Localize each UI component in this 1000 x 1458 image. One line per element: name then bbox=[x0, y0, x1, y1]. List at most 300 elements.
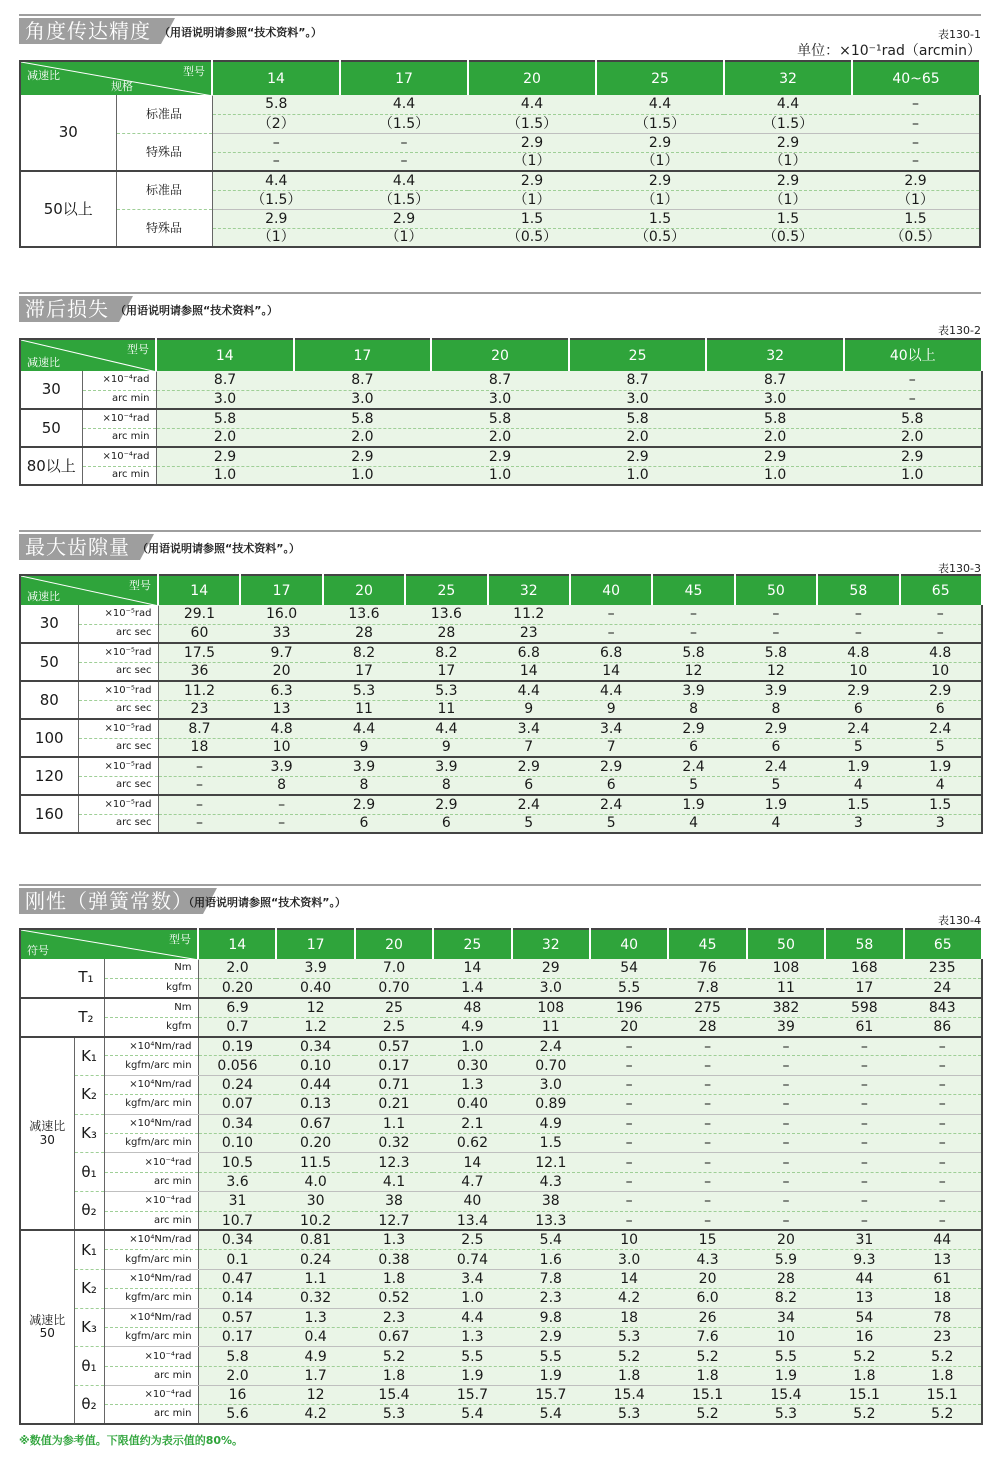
model-header: 32 bbox=[706, 339, 844, 371]
value-cell: 0.20 bbox=[276, 1134, 354, 1153]
value-cell: – bbox=[340, 133, 468, 152]
corner-model-label: 型号 bbox=[169, 933, 192, 946]
value-cell: 8 bbox=[735, 700, 817, 719]
unit-cell: ×10⁻⁵rad bbox=[78, 795, 158, 814]
value-cell: 24 bbox=[904, 978, 982, 997]
value-cell: （0.5） bbox=[596, 228, 724, 247]
ratio-group-label: 减速比 bbox=[29, 1119, 66, 1134]
value-cell: – bbox=[590, 1172, 668, 1191]
value-cell: 34 bbox=[747, 1308, 825, 1327]
model-header: 14 bbox=[156, 339, 294, 371]
value-cell: 13 bbox=[240, 700, 322, 719]
value-cell: 4.9 bbox=[433, 1017, 511, 1036]
section-max-backlash bbox=[19, 530, 981, 842]
value-cell: – bbox=[747, 1114, 825, 1133]
value-cell: 0.34 bbox=[276, 1037, 354, 1056]
value-cell: 1.8 bbox=[668, 1366, 746, 1385]
table-row bbox=[20, 643, 982, 662]
value-cell: 2.9 bbox=[468, 171, 596, 190]
backlash-table bbox=[19, 574, 983, 834]
table-row bbox=[20, 1289, 982, 1308]
model-header: 25 bbox=[405, 575, 487, 605]
value-cell: 196 bbox=[590, 998, 668, 1017]
value-cell: 2.9 bbox=[212, 209, 340, 228]
table-row bbox=[20, 447, 982, 466]
value-cell: – bbox=[900, 605, 982, 624]
value-cell: – bbox=[158, 795, 240, 814]
value-cell: 2.9 bbox=[570, 757, 652, 776]
value-cell: 0.14 bbox=[198, 1289, 276, 1308]
value-cell: （1.5） bbox=[724, 114, 852, 133]
ratio-group-value: 50 bbox=[39, 1326, 55, 1341]
value-cell: 29 bbox=[512, 959, 590, 978]
table-number: 表130-4 bbox=[938, 914, 981, 927]
value-cell: 6.0 bbox=[668, 1289, 746, 1308]
value-cell: 3.0 bbox=[294, 390, 432, 409]
value-cell: 5 bbox=[900, 738, 982, 757]
value-cell: 7.0 bbox=[355, 959, 433, 978]
value-cell: 0.19 bbox=[198, 1037, 276, 1056]
value-cell: 1.9 bbox=[433, 1366, 511, 1385]
value-cell: 4.3 bbox=[668, 1250, 746, 1269]
value-cell: 8.7 bbox=[706, 371, 844, 390]
value-cell: 28 bbox=[668, 1017, 746, 1036]
section-hysteresis-loss bbox=[19, 292, 981, 492]
section-header bbox=[19, 530, 981, 575]
value-cell: 4.7 bbox=[433, 1172, 511, 1191]
value-cell: – bbox=[668, 1037, 746, 1056]
value-cell: （1） bbox=[468, 190, 596, 209]
symbol-cell: K₃ bbox=[74, 1114, 104, 1153]
model-header: 32 bbox=[512, 929, 590, 959]
value-cell: 5.4 bbox=[512, 1230, 590, 1249]
table-row bbox=[20, 1405, 982, 1424]
value-cell: （1.5） bbox=[340, 190, 468, 209]
table-row bbox=[20, 1366, 982, 1385]
unit-cell: arc min bbox=[82, 466, 156, 485]
value-cell: 38 bbox=[512, 1192, 590, 1211]
value-cell: 28 bbox=[405, 624, 487, 643]
symbol-cell: θ₁ bbox=[74, 1347, 104, 1386]
value-cell: 2.4 bbox=[570, 795, 652, 814]
value-cell: 7.8 bbox=[512, 1269, 590, 1288]
unit-cell: kgfm/arc min bbox=[104, 1056, 198, 1075]
value-cell: – bbox=[590, 1037, 668, 1056]
value-cell: 13.3 bbox=[512, 1211, 590, 1230]
model-header: 32 bbox=[724, 61, 852, 95]
value-cell: 2.4 bbox=[735, 757, 817, 776]
value-cell: 4.9 bbox=[512, 1114, 590, 1133]
value-cell: 3.9 bbox=[240, 757, 322, 776]
value-cell: 1.6 bbox=[512, 1250, 590, 1269]
value-cell: 5.8 bbox=[706, 409, 844, 428]
value-cell: （1） bbox=[724, 190, 852, 209]
value-cell: 14 bbox=[433, 1153, 511, 1172]
value-cell: 8 bbox=[240, 776, 322, 795]
value-cell: – bbox=[652, 624, 734, 643]
value-cell: 0.38 bbox=[355, 1250, 433, 1269]
value-cell: 4.4 bbox=[340, 171, 468, 190]
value-cell: 2.9 bbox=[596, 171, 724, 190]
value-cell: 4 bbox=[735, 814, 817, 833]
value-cell: 0.17 bbox=[355, 1056, 433, 1075]
value-cell: 76 bbox=[668, 959, 746, 978]
value-cell: 15.1 bbox=[668, 1386, 746, 1405]
value-cell: 2.9 bbox=[724, 133, 852, 152]
value-cell: 1.8 bbox=[904, 1366, 982, 1385]
unit-cell: arc min bbox=[82, 390, 156, 409]
value-cell: 3.0 bbox=[590, 1250, 668, 1269]
value-cell: 2.0 bbox=[844, 428, 982, 447]
table-corner bbox=[20, 929, 198, 959]
value-cell: – bbox=[668, 1172, 746, 1191]
value-cell: 1.0 bbox=[156, 466, 294, 485]
value-cell: 2.9 bbox=[468, 133, 596, 152]
value-cell: – bbox=[212, 133, 340, 152]
symbol-cell: θ₁ bbox=[74, 1153, 104, 1192]
value-cell: 4.2 bbox=[590, 1289, 668, 1308]
value-cell: 4.8 bbox=[817, 643, 899, 662]
ratio-group-cell bbox=[20, 1037, 74, 1231]
value-cell: – bbox=[590, 1134, 668, 1153]
ratio-cell: 80 bbox=[20, 681, 78, 719]
value-cell: 3.4 bbox=[433, 1269, 511, 1288]
value-cell: 2.9 bbox=[844, 447, 982, 466]
model-header: 58 bbox=[825, 929, 903, 959]
value-cell: – bbox=[825, 1134, 903, 1153]
value-cell: 23 bbox=[158, 700, 240, 719]
value-cell: 6 bbox=[323, 814, 405, 833]
value-cell: 5.2 bbox=[590, 1347, 668, 1366]
value-cell: – bbox=[904, 1172, 982, 1191]
value-cell: 2.4 bbox=[900, 719, 982, 738]
model-header: 45 bbox=[652, 575, 734, 605]
value-cell: 2.9 bbox=[431, 447, 569, 466]
value-cell: 2.9 bbox=[488, 757, 570, 776]
value-cell: 2.9 bbox=[156, 447, 294, 466]
value-cell: 1.9 bbox=[747, 1366, 825, 1385]
value-cell: 15.4 bbox=[747, 1386, 825, 1405]
value-cell: 8.7 bbox=[431, 371, 569, 390]
unit-cell: kgfm/arc min bbox=[104, 1289, 198, 1308]
value-cell: （1） bbox=[724, 152, 852, 171]
value-cell: 4.4 bbox=[212, 171, 340, 190]
value-cell: 9.8 bbox=[512, 1308, 590, 1327]
value-cell: 5.8 bbox=[652, 643, 734, 662]
unit-cell: arc sec bbox=[78, 662, 158, 681]
value-cell: 0.44 bbox=[276, 1075, 354, 1094]
value-cell: （1） bbox=[852, 190, 980, 209]
value-cell: 0.57 bbox=[198, 1308, 276, 1327]
value-cell: 0.17 bbox=[198, 1327, 276, 1346]
value-cell: – bbox=[904, 1037, 982, 1056]
stiffness-table bbox=[19, 928, 983, 1425]
value-cell: – bbox=[158, 776, 240, 795]
title-rule bbox=[19, 530, 981, 532]
value-cell: 3 bbox=[817, 814, 899, 833]
value-cell: 0.30 bbox=[433, 1056, 511, 1075]
value-cell: – bbox=[904, 1095, 982, 1114]
model-header: 50 bbox=[735, 575, 817, 605]
value-cell: 2.5 bbox=[433, 1230, 511, 1249]
unit-cell: ×10⁻⁴rad bbox=[104, 1192, 198, 1211]
value-cell: 6 bbox=[405, 814, 487, 833]
value-cell: – bbox=[852, 95, 980, 114]
value-cell: 2.9 bbox=[596, 133, 724, 152]
value-cell: 18 bbox=[158, 738, 240, 757]
value-cell: 14 bbox=[488, 662, 570, 681]
value-cell: 6 bbox=[570, 776, 652, 795]
value-cell: – bbox=[825, 1095, 903, 1114]
value-cell: 10.5 bbox=[198, 1153, 276, 1172]
value-cell: 9 bbox=[570, 700, 652, 719]
ratio-cell: 160 bbox=[20, 795, 78, 833]
value-cell: 5.5 bbox=[747, 1347, 825, 1366]
value-cell: – bbox=[735, 605, 817, 624]
value-cell: 1.9 bbox=[512, 1366, 590, 1385]
value-cell: – bbox=[668, 1075, 746, 1094]
value-cell: 1.0 bbox=[706, 466, 844, 485]
model-header: 20 bbox=[431, 339, 569, 371]
value-cell: 12.7 bbox=[355, 1211, 433, 1230]
unit-cell: kgfm/arc min bbox=[104, 1327, 198, 1346]
value-cell: 2.1 bbox=[433, 1114, 511, 1133]
model-header: 14 bbox=[158, 575, 240, 605]
value-cell: – bbox=[844, 371, 982, 390]
table-row bbox=[20, 1153, 982, 1172]
value-cell: 5.8 bbox=[431, 409, 569, 428]
value-cell: 2.9 bbox=[340, 209, 468, 228]
value-cell: （1） bbox=[468, 152, 596, 171]
value-cell: 1.8 bbox=[825, 1366, 903, 1385]
value-cell: 0.056 bbox=[198, 1056, 276, 1075]
ratio-cell: 120 bbox=[20, 757, 78, 795]
value-cell: 4.1 bbox=[355, 1172, 433, 1191]
unit-cell: ×10⁴Nm/rad bbox=[104, 1269, 198, 1288]
value-cell: 1.4 bbox=[433, 978, 511, 997]
ratio-cell: 50以上 bbox=[20, 171, 116, 247]
value-cell: 3.0 bbox=[512, 1075, 590, 1094]
angle-accuracy-table bbox=[19, 60, 981, 248]
value-cell: 39 bbox=[747, 1017, 825, 1036]
value-cell: 13.6 bbox=[405, 605, 487, 624]
value-cell: 1.9 bbox=[900, 757, 982, 776]
value-cell: – bbox=[825, 1172, 903, 1191]
value-cell: 1.0 bbox=[433, 1289, 511, 1308]
model-header: 40 bbox=[590, 929, 668, 959]
value-cell: （1） bbox=[596, 152, 724, 171]
value-cell: 1.5 bbox=[852, 209, 980, 228]
value-cell: – bbox=[904, 1153, 982, 1172]
value-cell: – bbox=[212, 152, 340, 171]
model-header: 25 bbox=[569, 339, 707, 371]
value-cell: 1.0 bbox=[433, 1037, 511, 1056]
value-cell: 2.5 bbox=[355, 1017, 433, 1036]
value-cell: 31 bbox=[198, 1192, 276, 1211]
value-cell: 2.9 bbox=[900, 681, 982, 700]
table-row bbox=[20, 1269, 982, 1288]
value-cell: – bbox=[590, 1056, 668, 1075]
section-header bbox=[19, 14, 981, 59]
value-cell: 2.4 bbox=[488, 795, 570, 814]
value-cell: 0.34 bbox=[198, 1230, 276, 1249]
value-cell: 2.4 bbox=[652, 757, 734, 776]
value-cell: 23 bbox=[904, 1327, 982, 1346]
value-cell: 1.0 bbox=[844, 466, 982, 485]
unit-cell: arc sec bbox=[78, 624, 158, 643]
unit-cell: ×10⁻⁵rad bbox=[78, 605, 158, 624]
value-cell: 2.0 bbox=[569, 428, 707, 447]
value-cell: 0.32 bbox=[355, 1134, 433, 1153]
value-cell: 6.3 bbox=[240, 681, 322, 700]
value-cell: 15.7 bbox=[512, 1386, 590, 1405]
unit-cell: ×10⁻⁴rad bbox=[82, 447, 156, 466]
value-cell: 6 bbox=[900, 700, 982, 719]
value-cell: 5.3 bbox=[355, 1405, 433, 1424]
model-header: 58 bbox=[817, 575, 899, 605]
value-cell: 18 bbox=[590, 1308, 668, 1327]
value-cell: （1.5） bbox=[212, 190, 340, 209]
value-cell: 5.5 bbox=[433, 1347, 511, 1366]
value-cell: 4 bbox=[652, 814, 734, 833]
value-cell: 4.4 bbox=[340, 95, 468, 114]
value-cell: 0.67 bbox=[276, 1114, 354, 1133]
value-cell: 3 bbox=[900, 814, 982, 833]
value-cell: 7 bbox=[488, 738, 570, 757]
unit-label: 单位：×10⁻¹rad（arcmin） bbox=[797, 43, 981, 59]
unit-cell: arc min bbox=[104, 1211, 198, 1230]
value-cell: 4 bbox=[817, 776, 899, 795]
value-cell: 11.2 bbox=[158, 681, 240, 700]
value-cell: 20 bbox=[668, 1269, 746, 1288]
value-cell: – bbox=[590, 1192, 668, 1211]
value-cell: – bbox=[747, 1095, 825, 1114]
value-cell: 4 bbox=[900, 776, 982, 795]
value-cell: 4.8 bbox=[240, 719, 322, 738]
value-cell: 10 bbox=[590, 1230, 668, 1249]
value-cell: – bbox=[825, 1037, 903, 1056]
value-cell: 3.0 bbox=[706, 390, 844, 409]
value-cell: 2.9 bbox=[706, 447, 844, 466]
value-cell: 5 bbox=[817, 738, 899, 757]
value-cell: 10 bbox=[240, 738, 322, 757]
value-cell: 2.9 bbox=[852, 171, 980, 190]
table-row bbox=[20, 390, 982, 409]
value-cell: 6.8 bbox=[570, 643, 652, 662]
value-cell: 3.9 bbox=[405, 757, 487, 776]
value-cell: 1.7 bbox=[276, 1366, 354, 1385]
value-cell: 5.2 bbox=[904, 1347, 982, 1366]
value-cell: 12.1 bbox=[512, 1153, 590, 1172]
value-cell: 5.5 bbox=[590, 978, 668, 997]
spec-cell: 特殊品 bbox=[116, 209, 212, 247]
value-cell: 26 bbox=[668, 1308, 746, 1327]
table-row bbox=[20, 605, 982, 624]
value-cell: 15.1 bbox=[904, 1386, 982, 1405]
value-cell: – bbox=[747, 1075, 825, 1094]
value-cell: （0.5） bbox=[852, 228, 980, 247]
model-header: 65 bbox=[904, 929, 982, 959]
table-row bbox=[20, 776, 982, 795]
value-cell: 29.1 bbox=[158, 605, 240, 624]
value-cell: 1.0 bbox=[569, 466, 707, 485]
value-cell: – bbox=[825, 1075, 903, 1094]
section-title: 滞后损失 bbox=[19, 296, 119, 322]
value-cell: 5.3 bbox=[323, 681, 405, 700]
value-cell: – bbox=[735, 624, 817, 643]
value-cell: 3.0 bbox=[156, 390, 294, 409]
symbol-cell: T₁ bbox=[20, 959, 104, 998]
value-cell: 5.2 bbox=[668, 1347, 746, 1366]
value-cell: 8.7 bbox=[569, 371, 707, 390]
table-row bbox=[20, 1308, 982, 1327]
unit-cell: kgfm/arc min bbox=[104, 1250, 198, 1269]
value-cell: – bbox=[668, 1134, 746, 1153]
section-note: （用语说明请参照“技术资料”。） bbox=[159, 26, 322, 39]
value-cell: – bbox=[158, 757, 240, 776]
value-cell: 4.4 bbox=[488, 681, 570, 700]
table-row bbox=[20, 133, 980, 152]
model-header: 17 bbox=[240, 575, 322, 605]
value-cell: – bbox=[904, 1134, 982, 1153]
value-cell: 3.9 bbox=[276, 959, 354, 978]
model-header: 20 bbox=[468, 61, 596, 95]
value-cell: 11 bbox=[323, 700, 405, 719]
table-row bbox=[20, 1056, 982, 1075]
value-cell: 15.1 bbox=[825, 1386, 903, 1405]
value-cell: 1.8 bbox=[355, 1366, 433, 1385]
value-cell: 11 bbox=[405, 700, 487, 719]
table-row bbox=[20, 409, 982, 428]
corner-model-label: 型号 bbox=[183, 65, 205, 78]
value-cell: 10.7 bbox=[198, 1211, 276, 1230]
corner-model-label: 型号 bbox=[129, 579, 151, 592]
value-cell: 0.1 bbox=[198, 1250, 276, 1269]
value-cell: 16.0 bbox=[240, 605, 322, 624]
value-cell: 1.5 bbox=[724, 209, 852, 228]
value-cell: 20 bbox=[240, 662, 322, 681]
value-cell: 5.3 bbox=[590, 1405, 668, 1424]
value-cell: 4.0 bbox=[276, 1172, 354, 1191]
value-cell: 15 bbox=[668, 1230, 746, 1249]
model-header: 65 bbox=[900, 575, 982, 605]
table-corner bbox=[20, 61, 212, 95]
value-cell: 843 bbox=[904, 998, 982, 1017]
value-cell: – bbox=[668, 1192, 746, 1211]
value-cell: 2.9 bbox=[405, 795, 487, 814]
footnote: ※数值为参考值。下限值约为表示值的80%。 bbox=[19, 1434, 244, 1447]
value-cell: – bbox=[747, 1037, 825, 1056]
value-cell: 10.2 bbox=[276, 1211, 354, 1230]
value-cell: 28 bbox=[323, 624, 405, 643]
value-cell: 1.9 bbox=[735, 795, 817, 814]
corner-spec-label: 规格 bbox=[111, 80, 133, 93]
section-title: 角度传达精度 bbox=[19, 18, 161, 44]
value-cell: 8.7 bbox=[294, 371, 432, 390]
value-cell: 0.24 bbox=[198, 1075, 276, 1094]
unit-cell: arc sec bbox=[78, 776, 158, 795]
value-cell: – bbox=[904, 1114, 982, 1133]
value-cell: （1.5） bbox=[340, 114, 468, 133]
table-row bbox=[20, 1347, 982, 1366]
unit-cell: ×10⁻⁵rad bbox=[78, 681, 158, 700]
value-cell: 9 bbox=[488, 700, 570, 719]
value-cell: 3.0 bbox=[512, 978, 590, 997]
table-row bbox=[20, 1386, 982, 1405]
symbol-cell: K₁ bbox=[74, 1230, 104, 1269]
value-cell: 3.0 bbox=[431, 390, 569, 409]
value-cell: 3.9 bbox=[652, 681, 734, 700]
